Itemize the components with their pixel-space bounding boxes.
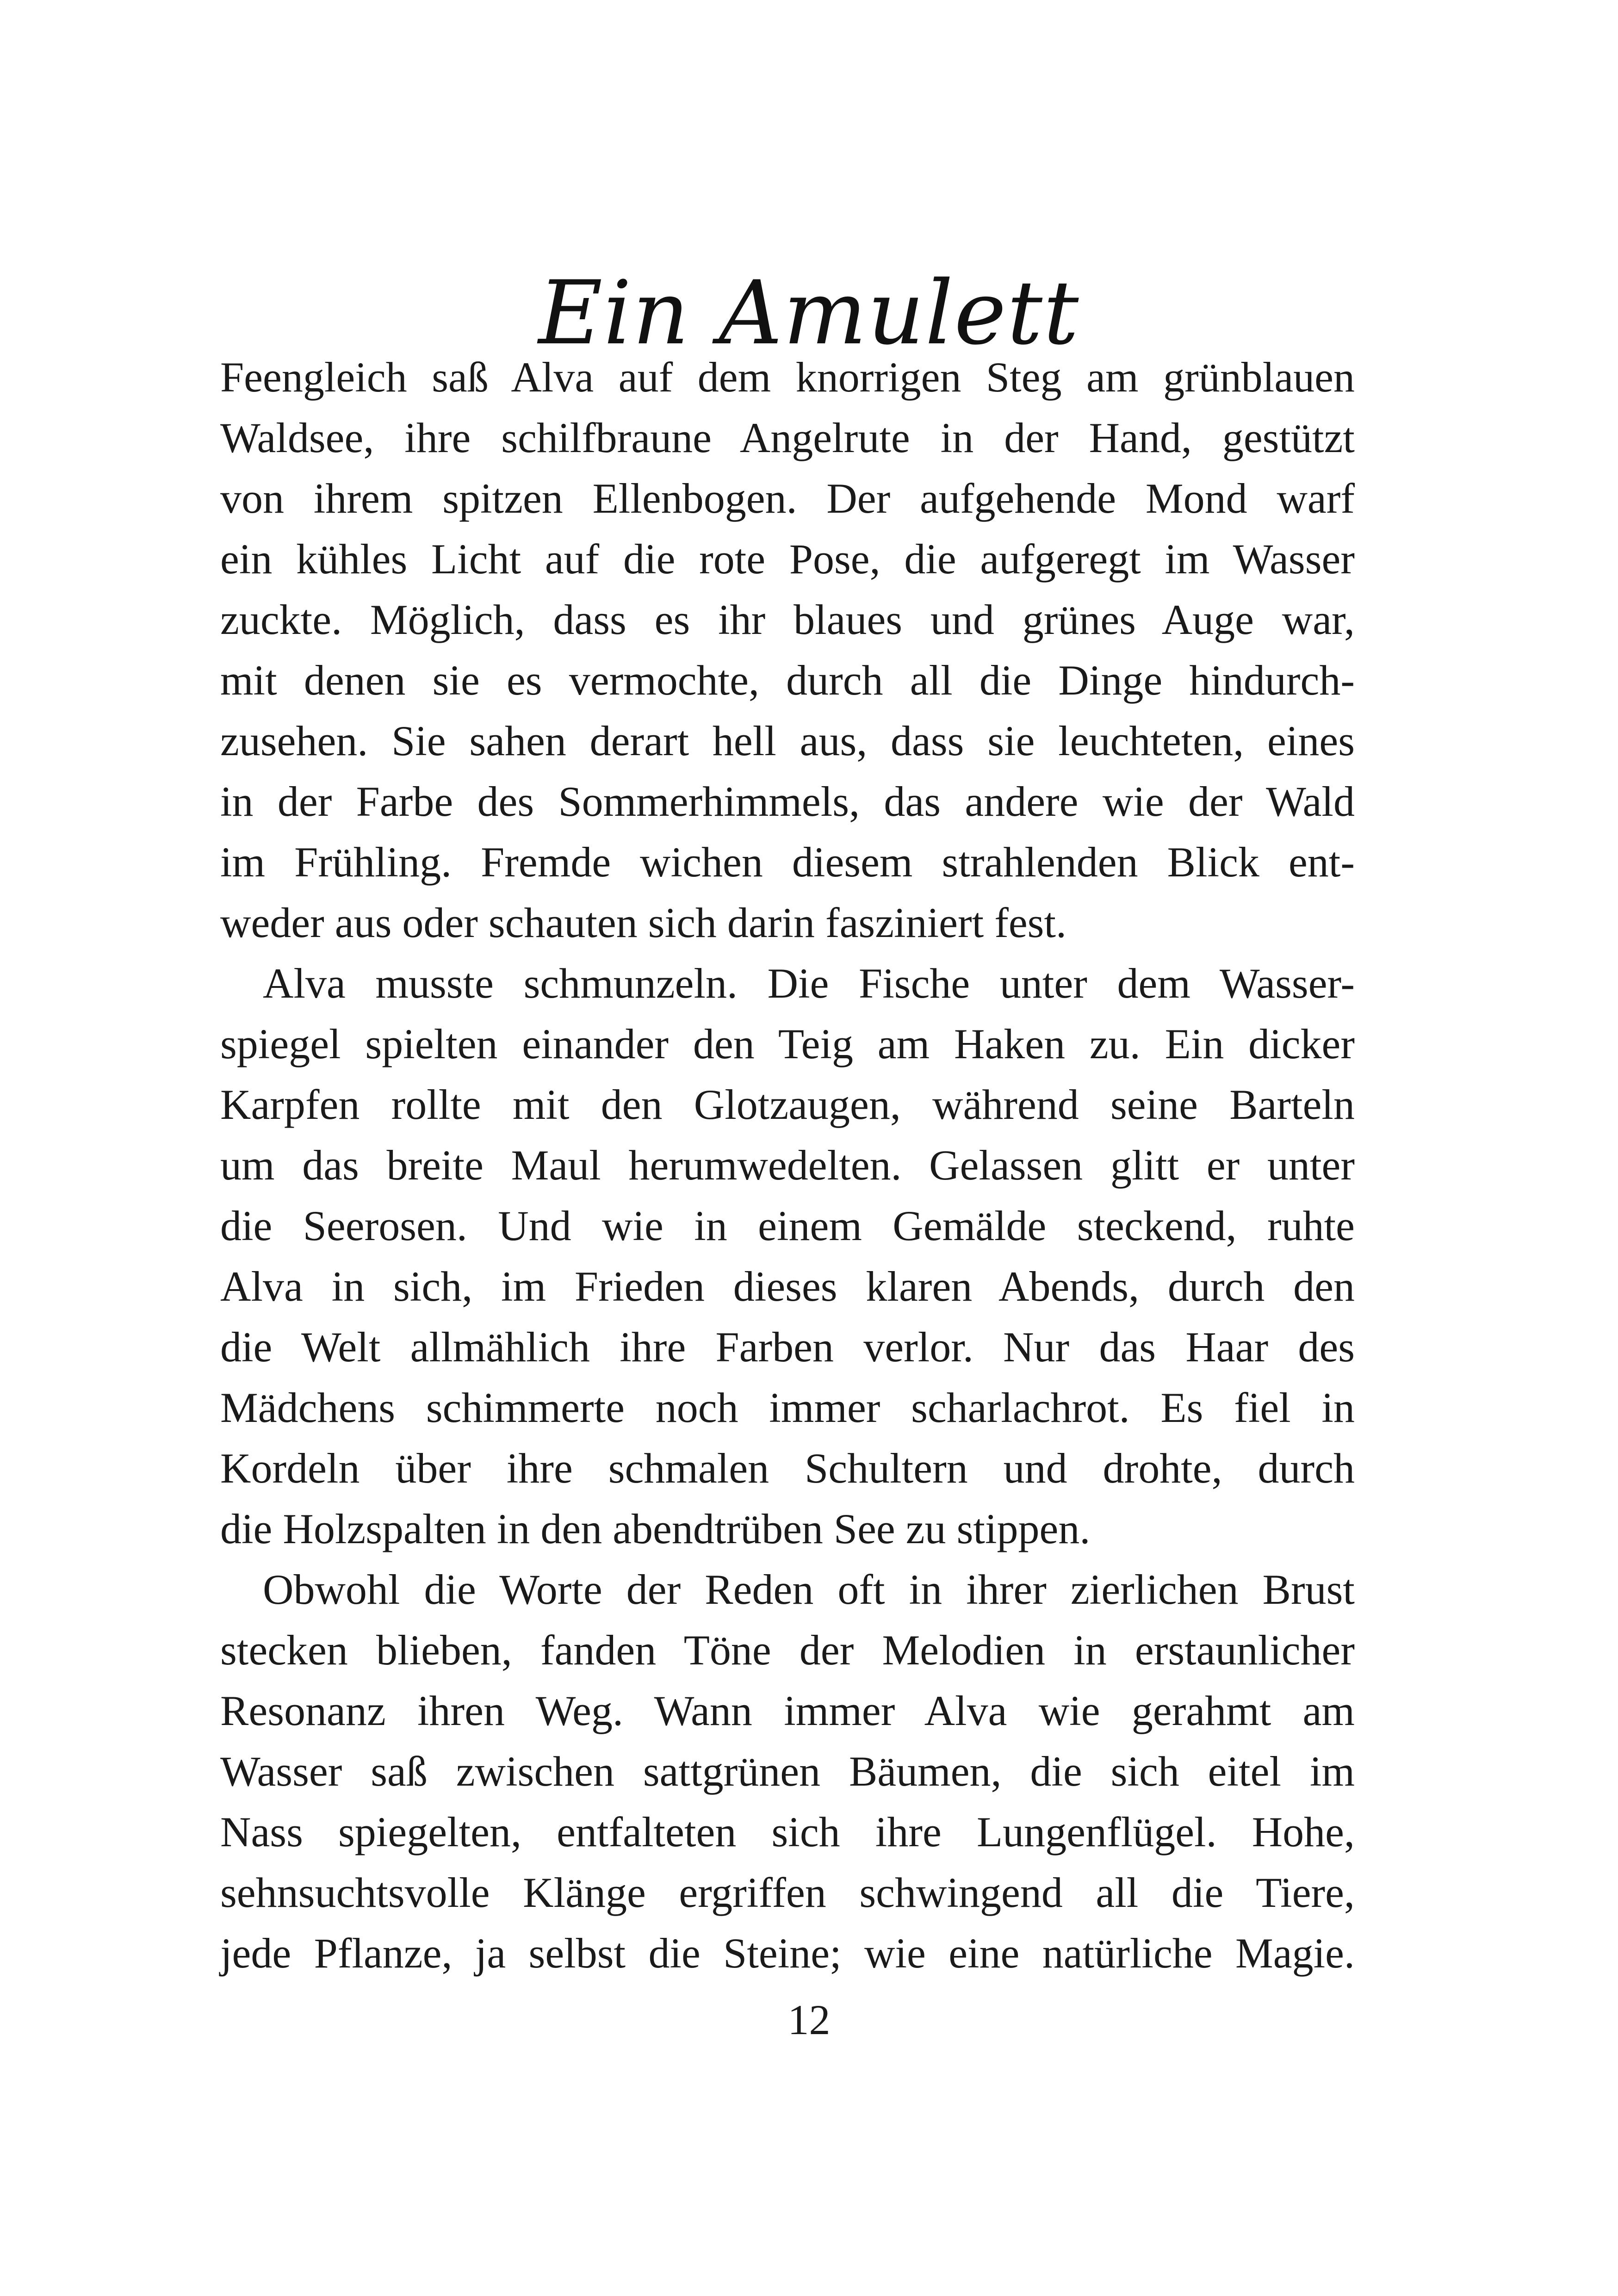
- text-line: die Welt allmählich ihre Farben verlor. Nur das Haar des: [220, 1323, 1355, 1371]
- text-line: Kordeln über ihre schmalen Schultern und drohte, durch: [220, 1445, 1355, 1492]
- text-line: Wasser saß zwischen sattgrünen Bäumen, die sich eitel im: [220, 1748, 1355, 1795]
- page-number: 12: [787, 1996, 831, 2043]
- text-line: Mädchens schimmerte noch immer scharlachrot. Es fiel in: [220, 1384, 1355, 1431]
- paragraph: [220, 1559, 1355, 1984]
- text-line: sehnsuchtsvolle Klänge ergriffen schwingend all die Tiere,: [220, 1869, 1355, 1916]
- body-text: [220, 347, 1355, 1984]
- text-line: die Seerosen. Und wie in einem Gemälde steckend, ruhte: [220, 1202, 1355, 1249]
- text-line: weder aus oder schauten sich darin fasziniert fest.: [220, 899, 1067, 946]
- text-line: zusehen. Sie sahen derart hell aus, dass sie leuchteten, eines: [220, 717, 1355, 764]
- text-line: zuckte. Möglich, dass es ihr blaues und grünes Auge war,: [220, 596, 1355, 643]
- text-line: Feengleich saß Alva auf dem knorrigen Steg am grünblauen: [220, 354, 1355, 401]
- text-line: mit denen sie es vermochte, durch all die Dinge hindurch-: [220, 657, 1355, 704]
- text-line: in der Farbe des Sommerhimmels, das andere wie der Wald: [220, 778, 1355, 825]
- text-line: Nass spiegelten, entfalteten sich ihre Lungenflügel. Hohe,: [220, 1808, 1355, 1855]
- text-line: um das breite Maul herumwedelten. Gelassen glitt er unter: [220, 1142, 1355, 1189]
- text-line: Resonanz ihren Weg. Wann immer Alva wie gerahmt am: [220, 1687, 1355, 1734]
- text-line: Karpfen rollte mit den Glotzaugen, während seine Barteln: [220, 1081, 1355, 1128]
- text-line: Alva musste schmunzeln. Die Fische unter dem Wasser-: [263, 960, 1355, 1007]
- chapter-title: Ein Amulett: [538, 262, 1080, 365]
- text-line: ein kühles Licht auf die rote Pose, die aufgeregt im Wasser: [220, 535, 1355, 583]
- text-line: im Frühling. Fremde wichen diesem strahlenden Blick ent-: [220, 838, 1355, 886]
- text-line: spiegel spielten einander den Teig am Haken zu. Ein dicker: [220, 1020, 1355, 1067]
- text-line: Alva in sich, im Frieden dieses klaren Abends, durch den: [220, 1263, 1355, 1310]
- text-line: stecken blieben, fanden Töne der Melodien in erstaunlicher: [220, 1626, 1355, 1674]
- paragraph: [220, 953, 1355, 1559]
- text-line: die Holzspalten in den abendtrüben See zu stippen.: [220, 1505, 1091, 1552]
- text-line: von ihrem spitzen Ellenbogen. Der aufgehende Mond warf: [220, 475, 1355, 522]
- text-line: jede Pflanze, ja selbst die Steine; wie eine natürliche Magie.: [220, 1930, 1355, 1977]
- text-line: Waldsee, ihre schilfbraune Angelrute in der Hand, gestützt: [220, 414, 1355, 461]
- paragraph: [220, 347, 1355, 953]
- text-line: Obwohl die Worte der Reden oft in ihrer zierlichen Brust: [263, 1566, 1355, 1613]
